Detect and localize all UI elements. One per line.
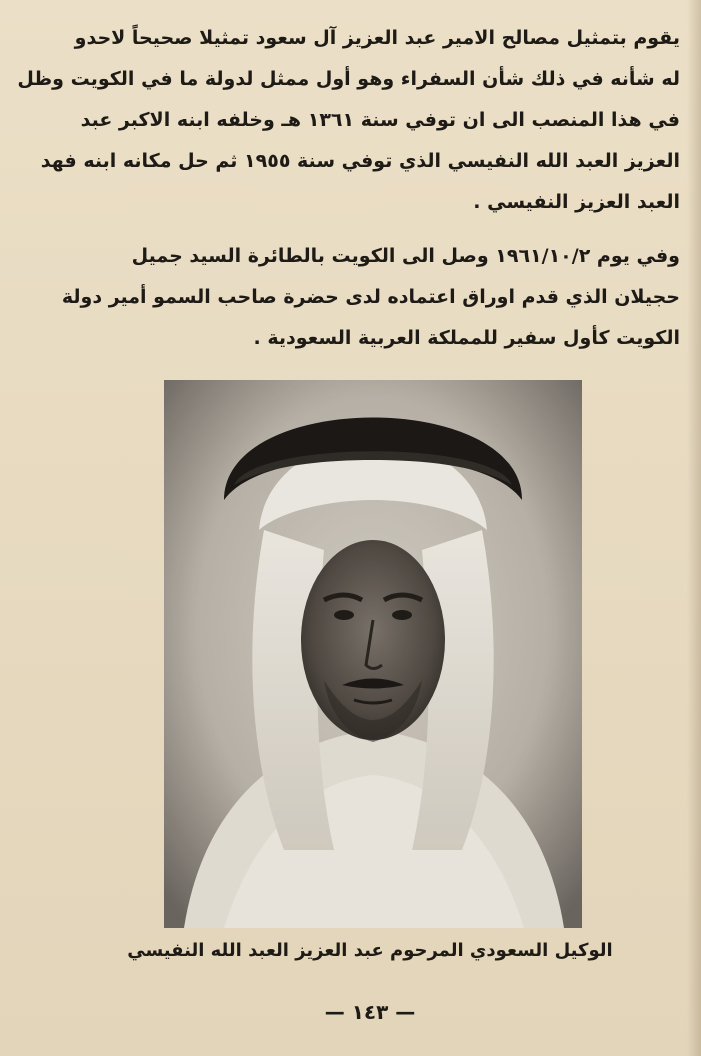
photo-caption: الوكيل السعودي المرحوم عبد العزيز العبد الله النفيسي	[127, 940, 613, 961]
paragraph-1-line: في هذا المنصب الى ان توفي سنة ١٣٦١ هـ وخلفه ابنه الاكبر عبد	[80, 109, 680, 131]
portrait-illustration	[164, 380, 582, 928]
paragraph-1-line: يقوم بتمثيل مصالح الامير عبد العزيز آل سعود تمثيلا صحيحاً لاحدو	[74, 27, 680, 49]
paragraph-2-line: وفي يوم ١٩٦١/١٠/٢ وصل الى الكويت بالطائرة السيد جميل	[131, 245, 680, 267]
paragraph-2-line: حجيلان الذي قدم اوراق اعتماده لدى حضرة صاحب السمو أمير دولة	[61, 286, 680, 308]
portrait-photo	[164, 380, 582, 928]
page-number: — ١٤٣ —	[324, 1000, 416, 1024]
paragraph-1-line: العزيز العبد الله النفيسي الذي توفي سنة ١٩٥٥ ثم حل مكانه ابنه فهد	[40, 150, 680, 172]
paragraph-2	[61, 236, 680, 359]
page-gutter-shadow	[687, 0, 701, 1056]
paragraph-1	[17, 18, 680, 223]
paragraph-1-line: العبد العزيز النفيسي .	[473, 191, 680, 213]
paragraph-1-line: له شأنه في ذلك شأن السفراء وهو أول ممثل لدولة ما في الكويت وظل	[17, 68, 680, 90]
paragraph-2-line: الكويت كأول سفير للمملكة العربية السعودية .	[253, 327, 680, 349]
